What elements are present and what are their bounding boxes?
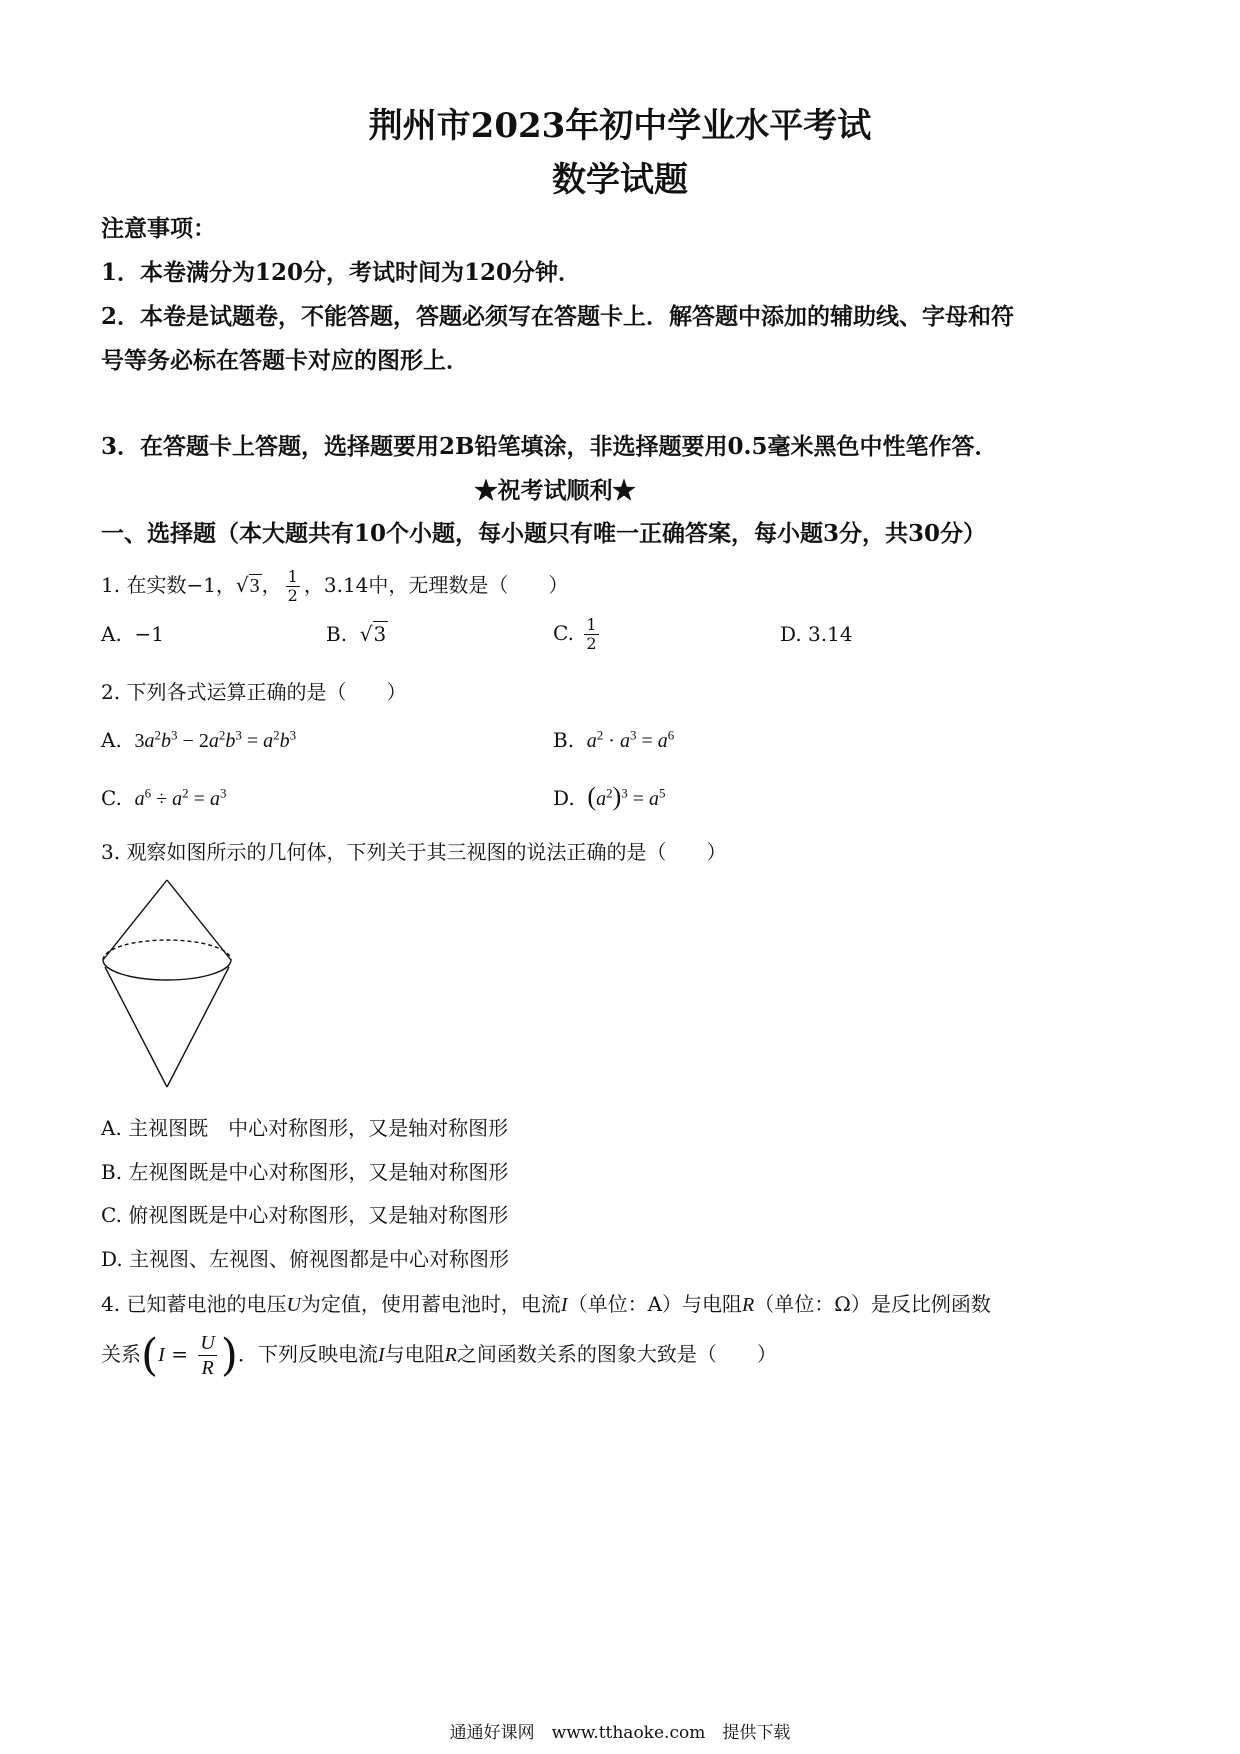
q1-option-b: [326, 622, 388, 646]
footer-credit: 通通好课网 www.tthaoke.com 提供下载: [449, 1723, 791, 1743]
frac-num: U: [200, 1332, 215, 1354]
frac-den: 2: [287, 586, 298, 605]
notice-heading: 注意事项：: [101, 215, 216, 242]
base-ellipse-back-dashed: [103, 940, 231, 960]
frac-num: 1: [287, 567, 298, 586]
fraction-one-half: [286, 568, 300, 605]
q3-option-c: C. 俯视图既是中心对称图形，又是轴对称图形: [101, 1203, 509, 1227]
q4-text: 之间函数关系的图象大致是（ ）: [456, 1342, 777, 1366]
q2-c-formula: $a^6 \div a^2 = a^3$: [134, 785, 227, 810]
lower-cone-right-edge: [167, 967, 229, 1087]
notice-item-3: 3．在答题卡上答题，选择题要用2B铅笔填涂，非选择题要用0.5毫米黑色中性笔作答．: [101, 433, 998, 460]
option-label: B.: [553, 728, 575, 752]
sqrt-3: √3: [235, 573, 260, 597]
q1-number: 3.14: [323, 573, 369, 597]
lower-cone-left-edge: [105, 967, 167, 1087]
option-label: A.: [101, 728, 122, 752]
option-label: C.: [553, 621, 574, 645]
q3-option-a: A. 主视图既 中心对称图形，又是轴对称图形: [101, 1116, 509, 1140]
frac-den: 2: [586, 634, 597, 653]
question-3-stem: 3. 观察如图所示的几何体，下列关于其三视图的说法正确的是（ ）: [101, 840, 727, 864]
sqrt-arg: 3: [373, 622, 387, 646]
q3-option-b: B. 左视图既是中心对称图形，又是轴对称图形: [101, 1160, 509, 1184]
notice-item-2: 2．本卷是试题卷，不能答题，答题必须写在答题卡上．解答题中添加的辅助线、字母和符: [101, 303, 1015, 330]
q2-b-formula: $a^2 \cdot a^3 = a^6$: [586, 727, 675, 752]
option-label: B.: [326, 622, 348, 646]
notice-item-1: 1．本卷满分为120分，考试时间为120分钟．: [101, 259, 582, 286]
fraction-one-half: [584, 616, 598, 653]
q2-option-a: [101, 728, 296, 753]
q4-text: 与电阻: [384, 1342, 445, 1366]
good-luck-line: ★祝考试顺利★: [474, 477, 636, 504]
q1-suffix: 中，无理数是（ ）: [368, 573, 569, 597]
q4-text: 4. 已知蓄电池的电压: [101, 1292, 287, 1316]
option-label: D.: [553, 786, 575, 810]
option-label: A.: [101, 622, 122, 646]
q2-a-formula: $3a^2b^3 - 2a^2b^3 = a^2b^3$: [134, 727, 297, 752]
option-value: 3.14: [808, 622, 853, 646]
left-paren: (: [141, 1330, 159, 1381]
upper-cone-right-edge: [167, 880, 231, 960]
q2-option-d: [553, 782, 666, 812]
right-paren: ): [220, 1330, 238, 1381]
var-r: R: [742, 1294, 755, 1316]
var-r: R: [444, 1344, 457, 1366]
question-2-stem: 2. 下列各式运算正确的是（ ）: [101, 680, 407, 704]
var-i: I: [377, 1344, 385, 1366]
exam-subtitle: 数学试题: [552, 160, 688, 200]
q4-text: ．下列反映电流: [237, 1342, 378, 1366]
q4-text: 为定值，使用蓄电池时，电流: [300, 1292, 561, 1316]
question-4-stem-line1: [101, 1288, 991, 1317]
section-heading: 一、选择题（本大题共有10个小题，每小题只有唯一正确答案，每小题3分，共30分）: [101, 520, 987, 547]
question-4-stem-line2: 关系(I = $\frac{U}{R}$ )．下列反映电流I与电阻R之间函数关系的图象大致是（ ）: [101, 1330, 777, 1381]
q1-option-c: [553, 616, 603, 653]
option-value: −1: [134, 622, 165, 646]
base-ellipse-front: [103, 960, 231, 980]
q3-option-d: D. 主视图、左视图、俯视图都是中心对称图形: [101, 1247, 510, 1271]
q1-option-a: [101, 622, 164, 646]
option-label: D.: [780, 622, 802, 646]
sqrt-arg: 3: [249, 575, 260, 597]
notice-item-2-cont: 号等务必标在答题卡对应的图形上．: [101, 347, 469, 374]
q2-option-b: [553, 728, 674, 753]
var-i: I: [158, 1344, 165, 1366]
option-label: C.: [101, 786, 122, 810]
q1-prefix: 1. 在实数−1，: [101, 573, 236, 597]
frac-num: 1: [586, 615, 597, 634]
var-u: U: [286, 1294, 301, 1316]
exam-title: 荆州市2023年初中学业水平考试: [368, 106, 872, 146]
q4-text: 关系: [101, 1342, 141, 1366]
question-1-stem: 1. 在实数−1，√3 ， $\frac{1}{2}$ ，3.14中，无理数是（ ）: [101, 567, 569, 605]
q4-text: （单位：A）与电阻: [567, 1292, 743, 1316]
q1-option-d: [780, 622, 853, 646]
upper-cone-left-edge: [103, 880, 167, 960]
q4-text: （单位：Ω）是反比例函数: [754, 1292, 991, 1316]
frac-den: R: [201, 1357, 214, 1379]
q2-option-c: [101, 786, 226, 811]
double-cone-figure: [95, 875, 245, 1095]
var-i: I: [560, 1294, 568, 1316]
q2-d-formula: $(a^2)^3 = a^5$: [587, 782, 666, 811]
sqrt-3: √3: [359, 622, 387, 646]
fraction-u-over-r: [198, 1331, 216, 1380]
